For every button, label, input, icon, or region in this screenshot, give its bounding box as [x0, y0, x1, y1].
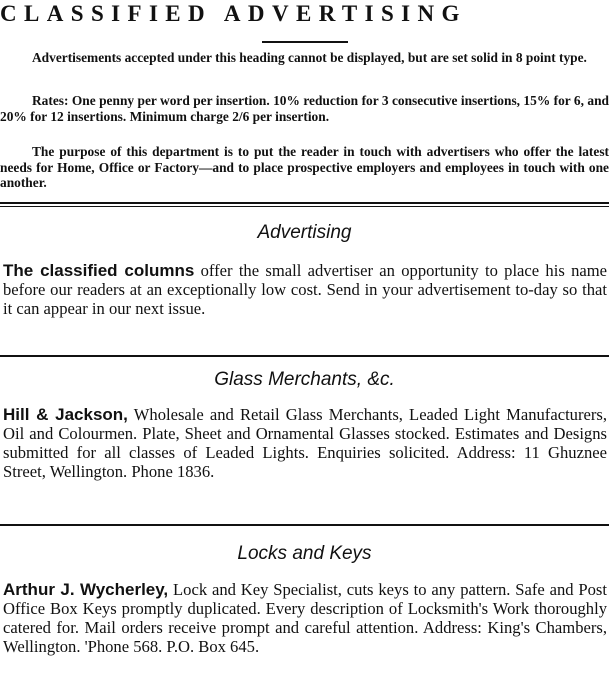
ad-lead: Arthur J. Wycherley,	[3, 580, 169, 599]
section-heading-locks-and-keys: Locks and Keys	[237, 543, 372, 564]
ad-glass-merchants	[3, 405, 607, 481]
ad-advertising	[3, 261, 607, 318]
ad-lead: The classified columns	[3, 261, 195, 280]
intro-paragraph-purpose	[0, 144, 609, 191]
section-divider	[0, 202, 609, 207]
ad-lead: Hill & Jackson,	[3, 405, 128, 424]
ad-text: Lock and Key Specialist, cuts keys to any pattern. Safe and Post Office Box Keys promptly duplicated. Every description of Locksmith's Work thoroughly catered for. Mail orders receive prompt and careful attention. Address: King's Chambers, Wellington. 'Phone 568. P.O. Box 645.	[3, 580, 607, 656]
intro-text: The purpose of this department is to put the reader in touch with advertisers who offer the latest needs for Home, Office or Factory—and to place prospective employers and employees in touch with one another.	[0, 144, 609, 190]
section-divider	[0, 355, 609, 357]
section-divider	[0, 524, 609, 526]
intro-paragraph-display	[0, 50, 609, 66]
section-heading-glass-merchants: Glass Merchants, &c.	[214, 369, 395, 390]
section-heading-advertising: Advertising	[257, 222, 352, 243]
intro-text: Rates: One penny per word per insertion. 10% reduction for 3 consecutive insertions, 15% for 6, and 20% for 12 insertions. Minimum charge 2/6 per insertion.	[0, 93, 609, 124]
ad-text: offer the small advertiser an opportunity to place his name before our readers at an exceptionally low cost. Send in your advertisement to-day so that it can appear in our next issue.	[3, 261, 608, 318]
intro-text: Advertisements accepted under this heading cannot be displayed, but are set solid in 8 point type.	[32, 50, 587, 65]
title-underline	[262, 41, 348, 43]
ad-text: Wholesale and Retail Glass Merchants, Leaded Light Manufacturers, Oil and Colourmen. Plate, Sheet and Ornamental Glasses stocked. Estimates and Designs submitted for all classes of Leaded Lights. Enquiries solicited. Address: 11 Ghuznee Street, Wellington. Phone 1836.	[3, 405, 607, 481]
ad-locks-and-keys	[3, 580, 607, 656]
page-title: CLASSIFIED ADVERTISING	[0, 1, 467, 26]
intro-paragraph-rates	[0, 93, 609, 124]
